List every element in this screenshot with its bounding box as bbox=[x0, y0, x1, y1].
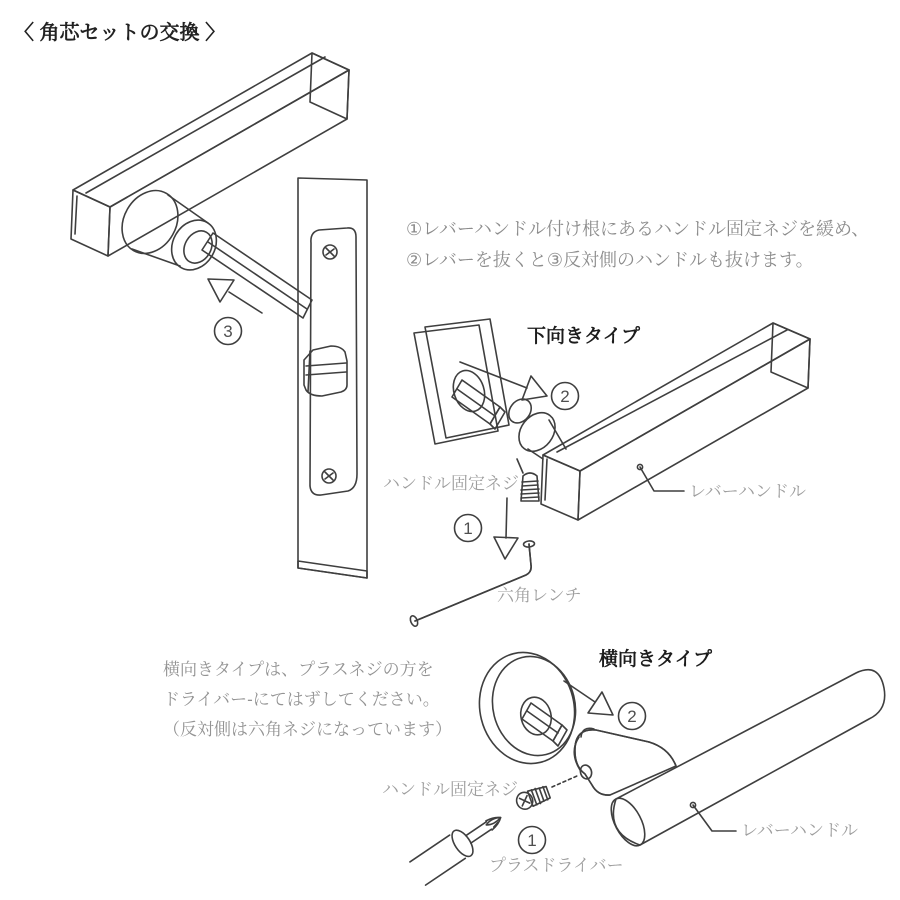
down-type-heading: 下向きタイプ bbox=[527, 326, 641, 347]
loosen-arrow-step1 bbox=[494, 498, 518, 559]
step1-number-side: 1 bbox=[527, 831, 537, 850]
round-rose bbox=[468, 642, 586, 773]
step2-number: 2 bbox=[560, 387, 570, 406]
phillips-set-screw bbox=[514, 784, 551, 811]
faceplate-screw-top bbox=[323, 245, 337, 259]
side-type-note bbox=[163, 655, 452, 745]
side-type-handle-label: レバーハンドル bbox=[741, 821, 858, 840]
step2-marker bbox=[552, 383, 579, 410]
step1-marker-side bbox=[519, 827, 546, 854]
latch-faceplate bbox=[304, 228, 357, 495]
page-title: 〈 角芯セットの交換 〉 bbox=[14, 22, 226, 44]
screw-alignment-line bbox=[552, 776, 577, 787]
step1-number: 1 bbox=[463, 519, 473, 538]
square-spindle bbox=[202, 233, 312, 318]
screw-hole bbox=[579, 764, 593, 780]
handle-neck bbox=[111, 180, 225, 278]
step3-marker bbox=[215, 318, 242, 345]
intro-line-2: ②レバーを抜くと③反対側のハンドルも抜けます。 bbox=[406, 250, 814, 270]
top-assembly-diagram bbox=[71, 53, 367, 578]
side-type-heading: 横向きタイプ bbox=[599, 649, 713, 670]
intro-line-1: ①レバーハンドル付け根にあるハンドル固定ネジを緩め、 bbox=[406, 219, 870, 239]
step1-marker bbox=[455, 515, 482, 542]
intro-paragraph bbox=[406, 214, 869, 276]
side-type-diagram bbox=[409, 642, 884, 886]
down-type-handle-label: レバーハンドル bbox=[689, 482, 806, 501]
note-line-2: ドライバー-にてはずしてください。 bbox=[163, 690, 440, 709]
hex-wrench bbox=[409, 540, 535, 627]
handle-neck-square bbox=[504, 395, 566, 459]
handle-leader-side bbox=[690, 802, 736, 831]
set-screw bbox=[517, 459, 539, 501]
note-line-1: 横向きタイプは、プラスネジの方を bbox=[163, 660, 434, 679]
faceplate-screw-bottom bbox=[322, 469, 336, 483]
square-rose bbox=[414, 319, 509, 444]
hex-wrench-label: 六角レンチ bbox=[497, 586, 582, 605]
step2-number-side: 2 bbox=[627, 707, 637, 726]
side-type-screw-label: ハンドル固定ネジ bbox=[382, 780, 518, 799]
pull-arrow-step2-side bbox=[564, 681, 613, 715]
step2-marker-side bbox=[619, 703, 646, 730]
step3-number: 3 bbox=[223, 322, 233, 341]
down-type-screw-label: ハンドル固定ネジ bbox=[383, 474, 519, 493]
note-line-3: （反対側は六角ネジになっています） bbox=[163, 720, 452, 739]
handle-leader bbox=[637, 464, 684, 491]
driver-label: プラスドライバー bbox=[489, 856, 624, 875]
